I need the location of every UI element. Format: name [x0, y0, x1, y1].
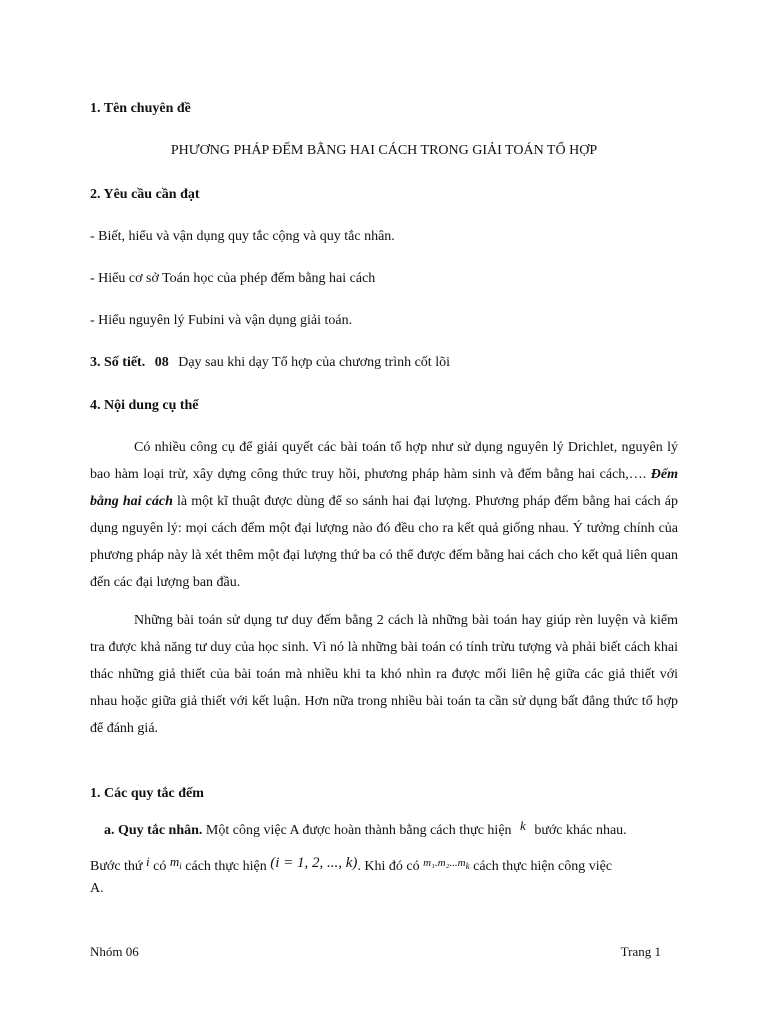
rule-a-label: a. Quy tắc nhân. [104, 823, 203, 838]
second-paragraph [90, 607, 678, 742]
document-title: PHƯƠNG PHÁP ĐẾM BẰNG HAI CÁCH TRONG GIẢI TOÁN TỔ HỢP [170, 143, 598, 158]
rule-a-line1 [104, 818, 627, 839]
section2-heading: 2. Yêu cầu cần đạt [90, 187, 200, 202]
requirement-item: - Hiểu cơ sở Toán học của phép đếm bằng hai cách [90, 271, 376, 286]
section1-heading: 1. Tên chuyên đề [90, 101, 191, 116]
rule-a-text: cách thực hiện [181, 859, 271, 874]
rule-a-line3: A. [90, 881, 104, 896]
rule-a-text-end: bước khác nhau. [530, 823, 627, 838]
rule-a-line2 [90, 854, 612, 875]
index-formula: (i = 1, 2, ..., k) [270, 855, 358, 871]
product-formula: m₁.m₂...mk [423, 857, 470, 871]
section3-note: Dạy sau khi dạy Tổ hợp của chương trình cốt lõi [178, 355, 450, 370]
rule-a-text: có [149, 859, 170, 874]
rule-a-text: Một công việc A được hoàn thành bằng cách thực hiện [202, 823, 516, 838]
section3-line [90, 355, 450, 371]
footer-group: Nhóm 06 [90, 944, 139, 959]
intro-emphasis: Đếm bằng hai cách [90, 467, 678, 509]
rule-a-text: cách thực hiện công việc [469, 859, 613, 874]
intro-text-a: Có nhiều công cụ để giải quyết các bài toán tổ hợp như sử dụng nguyên lý Drichlet, nguyên lý bao hàm loại trừ, xây dựng công thức truy hồi, phương pháp hàm sinh và đếm bằng hai cách,…. [90, 440, 678, 482]
intro-paragraph [90, 434, 678, 596]
requirement-item: - Hiểu nguyên lý Fubini và vận dụng giải toán. [90, 313, 353, 328]
var-m: $m_i$ [169, 854, 182, 871]
footer-page-number: Trang 1 [620, 944, 661, 959]
section4-heading: 4. Nội dung cụ thể [90, 398, 199, 413]
rule-a-text: Bước thứ [90, 859, 147, 874]
rule-a-text: . Khi đó có [357, 859, 424, 874]
requirement-item: - Biết, hiểu và vận dụng quy tắc cộng và quy tắc nhân. [90, 229, 395, 244]
period-count: 08 [154, 355, 169, 370]
var-k: k [520, 818, 526, 833]
var-i: i [146, 854, 150, 869]
rules-heading: 1. Các quy tắc đếm [90, 786, 204, 801]
second-paragraph-text: Những bài toán sử dụng tư duy đếm bằng 2 cách là những bài toán hay giúp rèn luyện và kiểm tra được khả năng tư duy của học sinh. Vì nó là những bài toán có tính trừu tượng và phải biết cách khai thác những giả thiết của bài toán mà nhiều khi ta khó nhìn ra được mối liên hệ giữa các giả thiết với nhau hoặc giữa giả thiết với kết luận. Hơn nữa trong nhiều bài toán ta cần sử dụng bất đẳng thức tổ hợp để đánh giá. [90, 613, 678, 736]
intro-text-b: là một kĩ thuật được dùng để so sánh hai đại lượng. Phương pháp đếm bằng hai cách áp dụng nguyên lý: mọi cách đếm một đại lượng nào đó đều cho ra kết quả giống nhau. Ý tưởng chính của phương pháp này là xét thêm một đại lượng thứ ba có thể được đếm bằng hai cách cho kết quả liên quan đến các đại lượng ban đầu. [90, 494, 678, 590]
section3-heading: 3. Số tiết. [90, 355, 146, 370]
